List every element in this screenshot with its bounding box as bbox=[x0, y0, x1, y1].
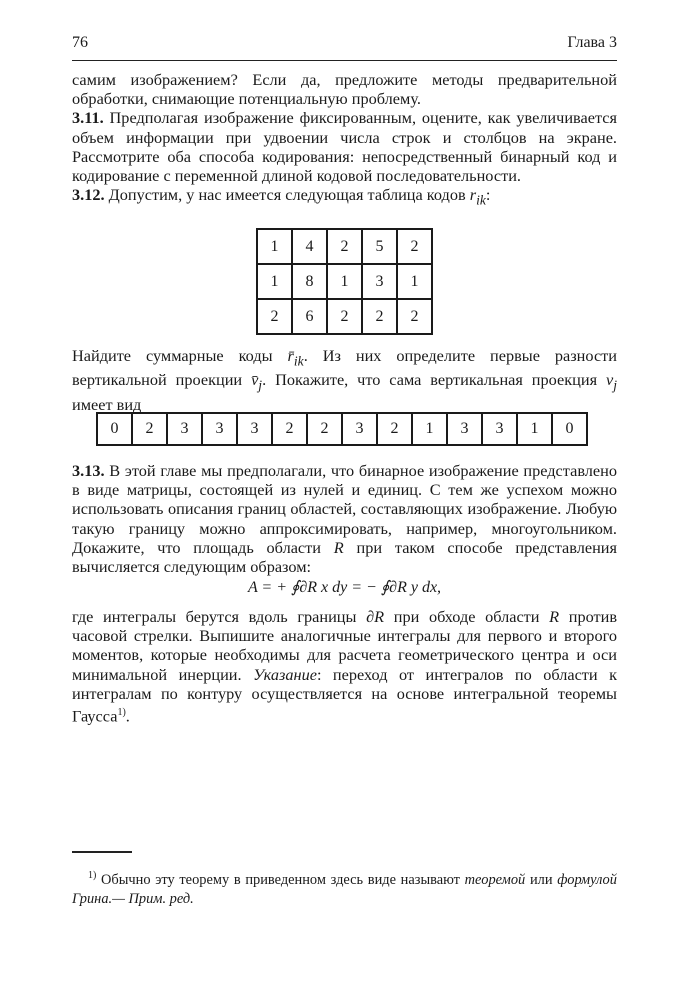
projection-cell: 3 bbox=[237, 413, 272, 445]
footnote bbox=[72, 866, 617, 909]
page-header bbox=[72, 34, 617, 56]
code-table-cell: 5 bbox=[362, 229, 397, 264]
exercise-text: В этой главе мы предполагали, что бинарное изображение представлено в виде матрицы, состоящей из нулей и единиц. С тем же успехом можно использовать описания границ областей, составляющих изображение. Любую такую границу можно аппроксимировать, например, многоугольником. Докажите, что площадь области bbox=[72, 461, 617, 557]
projection-cell: 2 bbox=[132, 413, 167, 445]
footnote-rule bbox=[72, 851, 132, 853]
code-table-cell: 3 bbox=[362, 264, 397, 299]
footnote-reference: 1) bbox=[117, 707, 126, 719]
projection-cell: 0 bbox=[97, 413, 132, 445]
code-table-cell: 1 bbox=[257, 229, 292, 264]
exercise-number: 3.11. bbox=[72, 108, 104, 128]
code-table-cell: 4 bbox=[292, 229, 327, 264]
projection-cell: 0 bbox=[552, 413, 587, 445]
text-block-middle bbox=[72, 346, 617, 414]
footnote-text: Обычно эту теорему в приведенном здесь виде называют bbox=[101, 871, 460, 888]
math-symbol: R bbox=[549, 607, 560, 626]
text-run: . Покажите, что сама вертикальная проекция bbox=[262, 370, 598, 390]
math-subscript: j bbox=[258, 377, 263, 393]
code-table-cell: 6 bbox=[292, 299, 327, 334]
paragraph-after-table bbox=[72, 346, 617, 414]
code-table-cell: 1 bbox=[257, 264, 292, 299]
exercise-text: Предполагая изображение фиксированным, оцените, как увеличивается объем информации при удвоении числа строк и столбцов на экране. Рассмотрите оба способа кодирования: непосредственный бинарный код и кодирование с переменной длиной кодовой последовательности. bbox=[72, 108, 617, 186]
math-symbol: ∂R bbox=[366, 607, 385, 626]
math-symbol: v bbox=[606, 370, 614, 390]
text-run: имеет вид bbox=[72, 394, 142, 414]
code-table-cell: 1 bbox=[397, 264, 432, 299]
projection-row bbox=[97, 413, 587, 445]
projection-cell: 1 bbox=[517, 413, 552, 445]
text-run: при обходе области bbox=[393, 607, 540, 626]
math-symbol: R bbox=[333, 537, 344, 557]
projection-cell: 2 bbox=[377, 413, 412, 445]
page-number: 76 bbox=[72, 34, 88, 51]
code-table bbox=[256, 228, 433, 335]
footnote-text: или bbox=[529, 871, 553, 888]
code-table-row bbox=[257, 264, 432, 299]
footnote-italic: теоремой bbox=[464, 871, 526, 888]
text-run: где интегралы берутся вдоль границы bbox=[72, 607, 357, 626]
header-rule bbox=[72, 60, 617, 61]
text-block-top bbox=[72, 70, 617, 210]
exercise-3-11 bbox=[72, 108, 617, 185]
punctuation: . bbox=[125, 706, 130, 726]
exercise-number: 3.12. bbox=[72, 185, 105, 205]
math-subscript: ik bbox=[293, 353, 304, 369]
intro-paragraph: самим изображением? Если да, предложите методы предварительной обработки, снимающие потенциальную проблему. bbox=[72, 70, 617, 109]
code-table-row bbox=[257, 229, 432, 264]
math-symbol: v̄ bbox=[251, 370, 259, 390]
code-table-row bbox=[257, 299, 432, 334]
text-run: . Из них определите первые разности вертикальной проекции bbox=[72, 346, 617, 390]
hint-label: Указание bbox=[253, 664, 317, 684]
chapter-title: Глава 3 bbox=[567, 34, 617, 51]
projection-cell: 3 bbox=[342, 413, 377, 445]
code-table-cell: 1 bbox=[327, 264, 362, 299]
area-formula: A = + ∮∂R x dy = − ∮∂R y dx, bbox=[247, 579, 442, 596]
code-table-cell: 2 bbox=[362, 299, 397, 334]
text-run: Найдите суммарные коды bbox=[72, 346, 273, 365]
code-table-cell: 2 bbox=[327, 299, 362, 334]
code-table-cell: 2 bbox=[397, 229, 432, 264]
projection-cell: 3 bbox=[447, 413, 482, 445]
text-block-bottom bbox=[72, 607, 617, 726]
footnote-italic: формулой Грина.— Прим. ред. bbox=[72, 871, 617, 907]
footnote-mark: 1) bbox=[88, 870, 97, 881]
exercise-number: 3.13. bbox=[72, 461, 105, 480]
text-run: : переход от интегралов по области к интегралам по контуру осуществляется на основе интегральной теоремы Гаусса bbox=[72, 664, 618, 726]
projection-cell: 2 bbox=[272, 413, 307, 445]
code-table-cell: 2 bbox=[397, 299, 432, 334]
punctuation: : bbox=[485, 185, 491, 205]
exercise-text: при таком способе представления вычисляется следующим образом: bbox=[72, 537, 618, 577]
projection-cell: 1 bbox=[412, 413, 447, 445]
projection-cell: 2 bbox=[307, 413, 342, 445]
projection-cell: 3 bbox=[482, 413, 517, 445]
exercise-text: Допустим, у нас имеется следующая таблица кодов bbox=[108, 185, 466, 205]
exercise-3-12 bbox=[72, 185, 617, 209]
text-run: против часовой стрелки. Выпишите аналогичные интегралы для первого и второго моментов, которые необходимы для расчета геометрического центра и оси минимальной инерции. bbox=[72, 607, 618, 684]
math-subscript: j bbox=[613, 377, 618, 393]
math-subscript: ik bbox=[476, 192, 486, 208]
math-symbol: r̄ bbox=[287, 346, 294, 365]
projection-cell: 3 bbox=[167, 413, 202, 445]
paragraph-after-formula bbox=[72, 607, 617, 726]
code-table-cell: 8 bbox=[292, 264, 327, 299]
math-symbol: r bbox=[469, 185, 477, 205]
projection-cell: 3 bbox=[202, 413, 237, 445]
code-table-cell: 2 bbox=[327, 229, 362, 264]
code-table-cell: 2 bbox=[257, 299, 292, 334]
vertical-projection-table bbox=[96, 412, 588, 446]
text-block-lower bbox=[72, 461, 617, 576]
exercise-3-13 bbox=[72, 461, 617, 576]
